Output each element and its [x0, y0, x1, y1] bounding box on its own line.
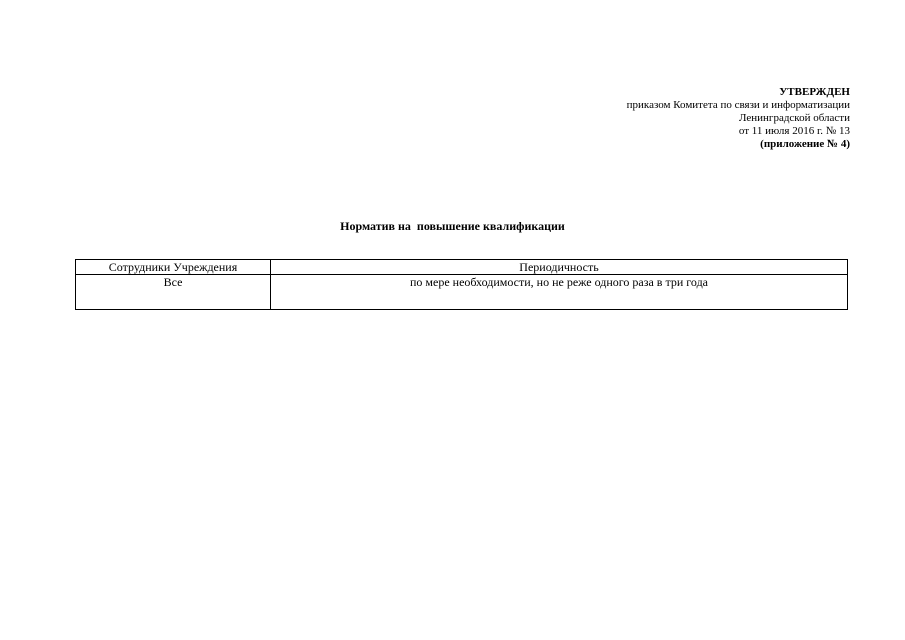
- header-staff: Сотрудники Учреждения: [76, 260, 271, 275]
- cell-periodicity: по мере необходимости, но не реже одного раза в три года: [271, 275, 848, 310]
- approval-appendix-line: (приложение № 4): [760, 138, 850, 150]
- approval-heading: УТВЕРЖДЕН: [779, 86, 850, 98]
- approval-date-line: от 11 июля 2016 г. № 13: [738, 125, 850, 137]
- cell-staff: Все: [76, 275, 271, 310]
- header-periodicity: Периодичность: [271, 260, 848, 275]
- approval-block: [627, 86, 850, 151]
- table-row: [76, 275, 848, 310]
- approval-order-line: приказом Комитета по связи и информатизации: [626, 99, 850, 111]
- document-title: Норматив на повышение квалификации: [340, 219, 565, 233]
- norm-table: [75, 259, 848, 310]
- table-header-row: [76, 260, 848, 275]
- approval-region-line: Ленинградской области: [739, 112, 850, 124]
